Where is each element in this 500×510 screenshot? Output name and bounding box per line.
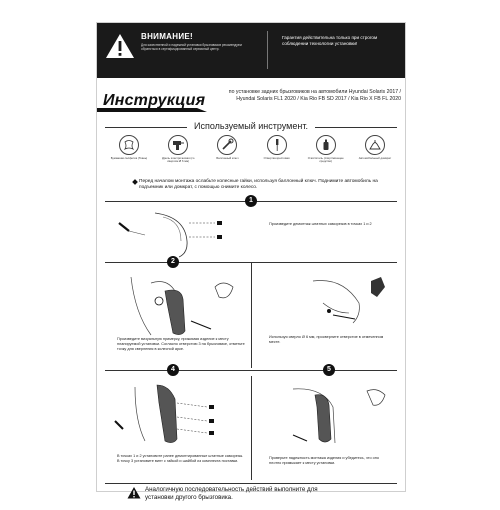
step-4-text: В точках 1 и 2 установите ранее демонтированные штатные саморезы. В точку 3 установите винт с гайкой и шайбой из комплекта поставки. bbox=[117, 454, 244, 463]
warning-divider bbox=[267, 31, 268, 69]
step-number-badge: 4 bbox=[167, 364, 179, 376]
title-row bbox=[97, 82, 405, 118]
step-2-illustration bbox=[111, 273, 249, 343]
screwdriver-icon bbox=[267, 135, 287, 155]
tools-title: Используемый инструмент. bbox=[194, 121, 308, 131]
step-number-badge: 5 bbox=[323, 364, 335, 376]
tool-item: Баллонный ключ bbox=[205, 135, 249, 175]
cleaner-icon bbox=[316, 135, 336, 155]
jack-icon bbox=[365, 135, 385, 155]
step-1-illustration bbox=[115, 211, 233, 259]
step-1-text: Произведите демонтаж штатных саморезов в точках 1 и 2 bbox=[269, 222, 372, 226]
pre-install-note: Перед началом монтажа ослабьте колесные гайки, используя баллонный ключ. Поднимите автомобиль на подъемник или домкрат, с помощью снимите колесо. bbox=[139, 179, 378, 191]
bottom-note bbox=[97, 484, 405, 510]
step-5-illustration bbox=[263, 383, 395, 447]
wrench-icon bbox=[217, 135, 237, 155]
tools-header bbox=[97, 118, 405, 132]
title-description: по установке задних брызговиков на автомобили Hyundai Solaris 2017 / Hyundai Solaris FL1 2020 / Kia Rio FB SD 2017 / Kia Rio X FB FL 2020 bbox=[228, 89, 401, 102]
tool-item: Очиститель (спирт/моющее средство) bbox=[304, 135, 348, 175]
tool-item: Бумажная салфетка (Ткань) bbox=[107, 135, 151, 175]
tools-list bbox=[107, 135, 397, 175]
column-divider bbox=[251, 376, 252, 480]
warning-text: Для качественной и надежной установки брызговиков рекомендуем обратиться в сертифицированный сервисный центр. bbox=[141, 43, 242, 52]
step-divider bbox=[105, 370, 397, 371]
warning-triangle-icon bbox=[127, 486, 141, 499]
note-bullet bbox=[132, 179, 138, 185]
napkin-icon bbox=[119, 135, 139, 155]
warranty-note: Гарантия действительна только при строгом соблюдении технологии установки! bbox=[282, 35, 378, 46]
drill-icon bbox=[168, 135, 188, 155]
step-3-illustration bbox=[263, 273, 395, 331]
step-number-badge: 1 bbox=[245, 195, 257, 207]
instruction-sheet bbox=[96, 22, 406, 501]
column-divider bbox=[251, 262, 252, 368]
warning-title: ВНИМАНИЕ! bbox=[141, 32, 193, 41]
step-4-illustration bbox=[111, 381, 249, 447]
step-5-text: Проверьте надежность монтажа изделия и убедитесь, что оно плотно примыкает к месту установки. bbox=[269, 456, 379, 465]
tool-item: Дрель электрическая (со сверлом Ø 6 мм) bbox=[156, 135, 200, 175]
bottom-note-text: Аналогичную последовательность действий выполните для установки другого брызговика. bbox=[145, 486, 318, 501]
title-band bbox=[97, 88, 207, 112]
tools-rule-right bbox=[315, 127, 397, 128]
tool-item: Автомобильный домкрат bbox=[353, 135, 397, 175]
page-title: Инструкция bbox=[103, 92, 206, 109]
tool-item: Отвертка крестовая bbox=[255, 135, 299, 175]
step-number-badge: 2 bbox=[167, 256, 179, 268]
step-2-text: Произведите визуальную примерку, прижимая изделие к месту планируемой установки. Согласно отверстию 3 на брызговике, отметьте точку для сверления в колесной арке. bbox=[117, 337, 245, 351]
step-3-text: Используя сверло Ø 6 мм, просверлите отверстие в отмеченном месте. bbox=[269, 335, 384, 344]
warning-triangle-icon bbox=[105, 32, 135, 60]
warning-banner bbox=[97, 23, 405, 78]
